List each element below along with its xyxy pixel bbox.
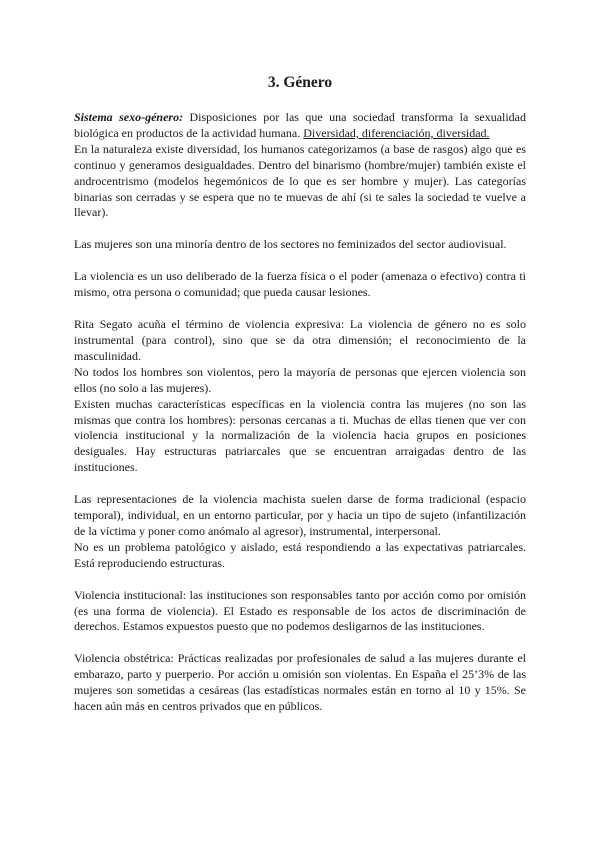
paragraph-violencia-obstetrica: Violencia obstétrica: Prácticas realizadas por profesionales de salud a las mujeres durante el embarazo, parto y puerperio. Por acción u omisión son violentas. En España el 25’3% de las mujeres son sometidas a cesáreas (las estadísticas normales están en torno al 10 y 15%. Se hacen aún más en centros privados que en públicos. [74,651,526,714]
paragraph-rita-segato: Rita Segato acuña el término de violencia expresiva: La violencia de género no es solo instrumental (para control), sino que se da otra dimensión; el reconocimiento de la masculinidad. [74,317,526,363]
definition-text: Disposiciones por las que una sociedad transforma la sexualidad biológica en productos de la actividad humana. [74,110,527,140]
paragraph-violencia-definicion: La violencia es un uso deliberado de la fuerza física o el poder (amenaza o efectivo) contra ti mismo, otra persona o comunidad; que pueda causar lesiones. [74,269,526,300]
document-body [74,110,526,715]
paragraph-sexo-genero [74,110,526,142]
paragraph-diversidad: En la naturaleza existe diversidad, los humanos categorizamos (a base de rasgos) algo que es continuo y generamos desigualdades. Dentro del binarismo (hombre/mujer) también existe el androcentrismo (modelos hegemónicos de lo que es ser hombre y mujer). Las categorías binarias son cerradas y se espera que no te muevas de ahí (si te sales la sociedad te vuelve a llevar). [74,141,526,220]
paragraph-no-patologico: No es un problema patológico y aislado, está respondiendo a las expectativas patriarcales. Está reproduciendo estructuras. [74,539,526,570]
page-title: 3. Género [267,74,333,91]
paragraph-violencia-institucional: Violencia institucional: las instituciones son responsables tanto por acción como por omisión (es una forma de violencia). El Estado es responsable de los actos de discriminación de derechos. Estamos expuestos puesto que no podemos desligarnos de las instituciones. [74,587,526,634]
paragraph-mujeres-minoria: Las mujeres son una minoría dentro de los sectores no feminizados del sector audiovisual. [74,237,507,252]
term-sistema-sexo-genero: Sistema sexo-género: [74,110,184,124]
underlined-phrase: Diversidad, diferenciación, diversidad. [303,125,490,140]
paragraph-representaciones: Las representaciones de la violencia machista suelen darse de forma tradicional (espacio temporal), individual, en un entorno particular, por y hacia un tipo de sujeto (infantilización de la víctima y poner como anómalo al agresor), instrumental, interpersonal. [74,492,526,538]
paragraph-hombres-violentos: No todos los hombres son violentos, pero la mayoría de personas que ejercen violencia son ellos (no solo a las mujeres). [74,364,526,395]
paragraph-caracteristicas: Existen muchas características específicas en la violencia contra las mujeres (no son las mismas que contra los hombres): personas cercanas a ti. Muchas de ellas tienen que ver con violencia institucional y la normalización de la violencia hacia grupos en posiciones desiguales. Hay estructuras patriarcales que se encuentran arraigadas dentro de las instituciones. [74,396,526,475]
